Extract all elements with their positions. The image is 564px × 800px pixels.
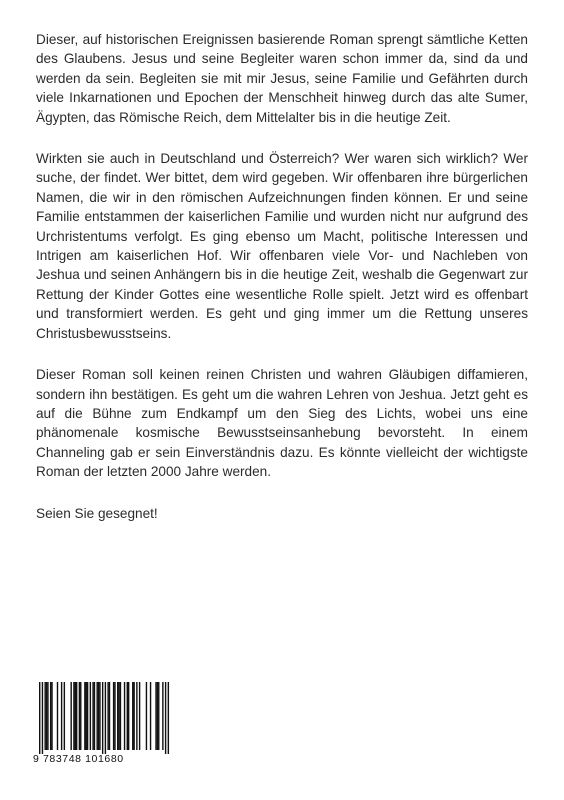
barcode-bar <box>157 682 158 750</box>
barcode-bar <box>75 682 76 750</box>
barcode-bar <box>114 682 115 750</box>
barcode-bar <box>87 682 88 750</box>
barcode-bar <box>133 682 134 750</box>
barcode-bar <box>46 682 47 750</box>
back-cover-text <box>36 30 528 523</box>
barcode-bar <box>113 682 114 750</box>
paragraph-3: Dieser Roman soll keinen reinen Christen und wahren Gläubigen diffamieren, sondern ihn bestätigen. Es geht um die wahren Lehren von Jeshua. Jetzt geht es auf die Bühne zum Endkampf um den Sieg des Lichts, wobei uns eine phänomenale kosmische Bewusstseinsanhebung bevorsteht. In einem Channeling gab er sein Einverständnis dazu. Es könnte vielleicht der wichtigste Roman der letzten 2000 Jahre werden. <box>36 367 528 480</box>
barcode-bar <box>44 682 45 750</box>
barcode-bar <box>128 682 129 750</box>
isbn-barcode <box>33 682 175 768</box>
barcode-bar <box>42 682 43 754</box>
barcode-bar <box>136 682 137 750</box>
barcode-bar <box>61 682 62 750</box>
barcode-bars <box>33 682 175 754</box>
barcode-bar <box>132 682 133 750</box>
barcode-bar <box>86 682 87 750</box>
barcode-bar <box>99 682 100 750</box>
barcode-bar <box>105 682 106 754</box>
barcode-bar <box>92 682 93 750</box>
barcode-bar <box>79 682 80 750</box>
barcode-bar <box>127 682 128 750</box>
barcode-bar <box>84 682 85 750</box>
barcode-bar <box>158 682 159 750</box>
barcode-bar <box>50 682 51 750</box>
barcode-bar <box>94 682 95 750</box>
greeting: Seien Sie gesegnet! <box>36 505 158 521</box>
barcode-bar <box>80 682 81 750</box>
barcode-bar <box>51 682 52 750</box>
barcode-bar <box>146 682 147 750</box>
barcode-bar <box>57 682 58 750</box>
paragraph-2: Wirkten sie auch in Deutschland und Österreich? Wer waren sich wirklich? Wer suche, der findet. Wer bittet, dem wird gegeben. Wir offenbaren ihre bürgerlichen Namen, die wir in den römischen Aufzeichnungen finden können. Er und seine Familie entstammen der kaiserlichen Familie und wurden nicht nur aufgrund des Urchristentums verfolgt. Es ging ebenso um Macht, politische Interessen und Intrigen am kaiserlichen Hof. Wir offenbaren viele Vor- und Nachleben von Jeshua und seinen Anhängern bis in die heutige Zeit, weshalb die Gegenwart zur Rettung der Kinder Gottes eine wesentliche Rolle spielt. Jetzt wird es offenbart und transformiert werden. Es geht und ging immer um die Rettung unseres Christusbewusstseins. <box>36 151 528 341</box>
barcode-bar <box>96 682 97 750</box>
barcode-bar <box>39 682 40 754</box>
barcode-bar <box>47 682 48 750</box>
barcode-bar <box>124 682 125 750</box>
barcode-bar <box>73 682 74 750</box>
barcode-bar <box>90 682 91 750</box>
barcode-bar <box>102 682 103 754</box>
paragraph-1: Dieser, auf historischen Ereignissen basierende Roman sprengt sämtliche Ketten des Glaubens. Jesus und seine Begleiter waren schon immer da, sind da und werden da sein. Begleiten sie mit mir Jesus, seine Familie und Gefährten durch viele Inkarnationen und Epochen der Menschheit hinweg durch das alte Sumer, Ägypten, das Römische Reich, dem Mittelalter bis in die heutige Zeit. <box>36 32 528 125</box>
barcode-bar <box>70 682 71 750</box>
barcode-bar <box>155 682 156 750</box>
barcode-number: 9 783748 101680 <box>33 753 124 765</box>
barcode-bar <box>76 682 77 750</box>
barcode-bar <box>117 682 118 750</box>
barcode-bar <box>139 682 140 750</box>
barcode-bar <box>165 682 166 754</box>
barcode-bar <box>150 682 151 750</box>
barcode-bar <box>64 682 65 750</box>
barcode-bar <box>109 682 110 750</box>
barcode-bar <box>98 682 99 750</box>
barcode-bar <box>107 682 108 750</box>
barcode-bar <box>118 682 119 750</box>
barcode-bar <box>120 682 121 750</box>
barcode-bar <box>162 682 163 750</box>
barcode-bar <box>168 682 169 754</box>
